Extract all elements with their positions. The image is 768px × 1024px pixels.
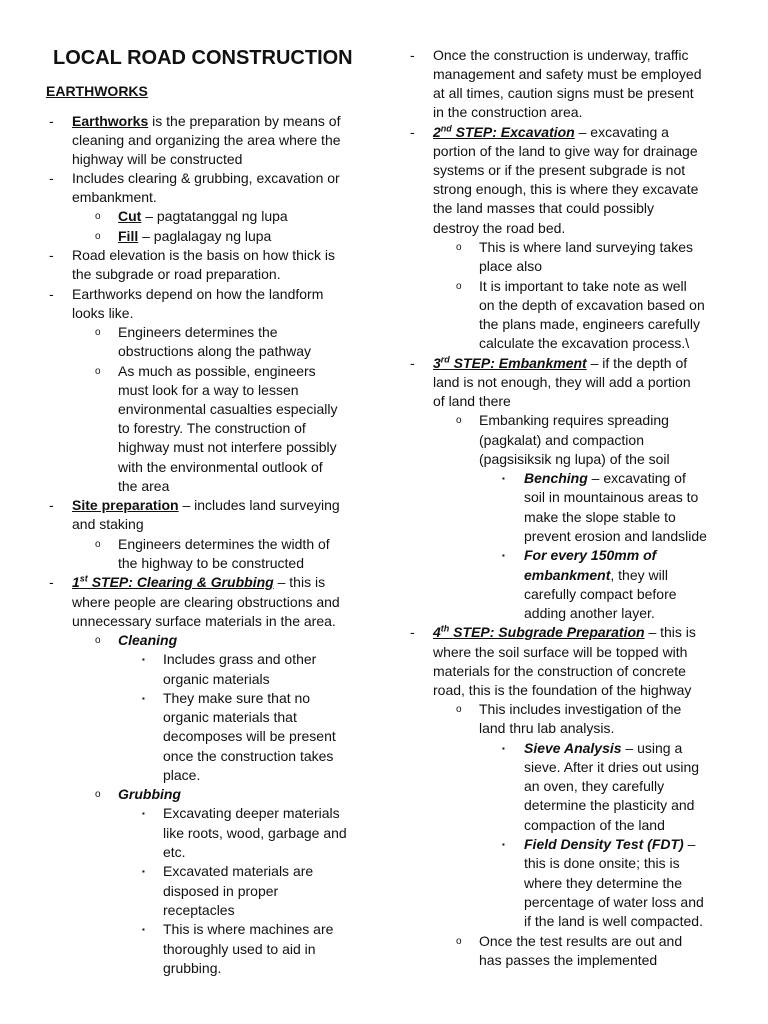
text-line: the area [118,478,170,494]
site-preparation-definition: Site preparation – includes land surveying [72,497,340,513]
text-line: Excavating deeper materials [163,805,340,821]
text-line: place. [163,767,201,783]
text-line: calculate the excavation process.\ [479,335,690,351]
dash-bullet-icon: - [49,286,54,302]
circle-bullet-icon: o [456,281,462,292]
text-line: in the construction area. [433,104,583,120]
text-line: highway will be constructed [72,151,243,167]
text-line: the highway to be constructed [118,555,305,571]
circle-bullet-icon: o [456,704,462,715]
text-line: organic materials [163,671,270,687]
text-line: determine the plasticity and [524,797,695,813]
text-line: on the depth of excavation based on [479,297,705,313]
text-line: Once the test results are out and [479,933,683,949]
text-line: prevent erosion and landslide [524,528,707,544]
dash-bullet-icon: - [410,124,415,140]
text-line: the subgrade or road preparation. [72,266,281,282]
square-bullet-icon: ▪ [142,867,145,876]
text-line: to forestry. The construction of [118,420,306,436]
dash-bullet-icon: - [49,170,54,186]
field-density-test-definition: Field Density Test (FDT) – [524,836,696,852]
text-line: Excavated materials are [163,863,314,879]
dash-bullet-icon: - [410,624,415,640]
text-line: where the soil surface will be topped with [433,644,688,660]
step-1-heading: 1st STEP: Clearing & Grubbing – this is [72,573,326,590]
square-bullet-icon: ▪ [502,840,505,849]
text-line: an oven, they carefully [524,778,665,794]
square-bullet-icon: ▪ [142,694,145,703]
text-line: This is where land surveying takes [479,239,693,255]
cut-definition: Cut – pagtatanggal ng lupa [118,208,288,224]
text-line: systems or if the present subgrade is not [433,162,686,178]
square-bullet-icon: ▪ [142,809,145,818]
text-line: with the environmental outlook of [118,459,323,475]
dash-bullet-icon: - [49,247,54,263]
text-line: Embanking requires spreading [479,412,669,428]
dash-bullet-icon: - [49,113,54,129]
earthworks-definition: Earthworks is the preparation by means of [72,113,341,129]
circle-bullet-icon: o [456,415,462,426]
text-line: the plans made, engineers carefully [479,316,701,332]
text-line: Engineers determines the [118,324,278,340]
text-line: the land masses that could possibly [433,200,655,216]
text-line: carefully compact before [524,586,677,602]
step-4-heading: 4th STEP: Subgrade Preparation – this is [433,623,696,640]
text-line: and staking [72,516,144,532]
text-line: environmental casualties especially [118,401,338,417]
text-line: Includes grass and other [163,651,317,667]
text-line: soil in mountainous areas to [524,489,699,505]
circle-bullet-icon: o [95,635,101,646]
text-line: land is not enough, they will add a portion [433,374,691,390]
text-line: percentage of water loss and [524,894,704,910]
text-line: (pagkalat) and compaction [479,432,644,448]
text-line: highway must not interfere possibly [118,439,337,455]
dash-bullet-icon: - [49,497,54,513]
text-line: cleaning and organizing the area where the [72,132,341,148]
step-3-heading: 3rd STEP: Embankment – if the depth of [433,354,688,371]
text-line: thoroughly used to aid in [163,941,316,957]
embankment-note: embankment, they will [524,567,668,583]
text-line: portion of the land to give way for drainage [433,143,698,159]
text-line: management and safety must be employed [433,66,702,82]
text-line: disposed in proper [163,883,279,899]
text-line: Earthworks depend on how the landform [72,286,324,302]
text-line: land thru lab analysis. [479,720,615,736]
text-line: this is done onsite; this is [524,855,680,871]
text-line: Once the construction is underway, traffic [433,47,689,63]
circle-bullet-icon: o [95,211,101,222]
text-line: compaction of the land [524,817,665,833]
text-line: where people are clearing obstructions and [72,594,340,610]
text-line: decomposes will be present [163,728,336,744]
text-line: etc. [163,844,186,860]
text-line: embankment. [72,189,157,205]
text-line: must look for a way to lessen [118,382,299,398]
square-bullet-icon: ▪ [502,744,505,753]
square-bullet-icon: ▪ [142,925,145,934]
text-line: Includes clearing & grubbing, excavation or [72,170,340,186]
text-line: at all times, caution signs must be present [433,85,694,101]
circle-bullet-icon: o [95,231,101,242]
circle-bullet-icon: o [95,789,101,800]
text-line: of land there [433,393,511,409]
text-line: grubbing. [163,960,222,976]
text-line: This is where machines are [163,921,334,937]
dash-bullet-icon: - [49,574,54,590]
text-line: looks like. [72,305,134,321]
text-line: materials for the construction of concrete [433,663,686,679]
dash-bullet-icon: - [410,355,415,371]
text-line: Road elevation is the basis on how thick is [72,247,336,263]
text-line: once the construction takes [163,748,334,764]
text-line: destroy the road bed. [433,220,566,236]
step-2-heading: 2nd STEP: Excavation – excavating a [433,123,669,140]
cleaning-subheading: Cleaning [118,632,178,648]
text-line: Engineers determines the width of [118,536,330,552]
text-line: receptacles [163,902,235,918]
text-line: road, this is the foundation of the highway [433,682,692,698]
sieve-analysis-definition: Sieve Analysis – using a [524,740,683,756]
text-line: where they determine the [524,875,682,891]
circle-bullet-icon: o [456,936,462,947]
square-bullet-icon: ▪ [502,474,505,483]
square-bullet-icon: ▪ [142,655,145,664]
circle-bullet-icon: o [95,327,101,338]
text-line: For every 150mm of [524,547,657,563]
text-line: adding another layer. [524,605,655,621]
dash-bullet-icon: - [410,47,415,63]
circle-bullet-icon: o [95,366,101,377]
text-line: obstructions along the pathway [118,343,312,359]
text-line: As much as possible, engineers [118,363,316,379]
fill-definition: Fill – paglalagay ng lupa [118,228,272,244]
text-line: This includes investigation of the [479,701,682,717]
section-heading: EARTHWORKS [46,83,148,99]
text-line: strong enough, this is where they excavate [433,181,699,197]
text-line: if the land is well compacted. [524,913,703,929]
text-line: has passes the implemented [479,952,658,968]
text-line: unnecessary surface materials in the area. [72,613,336,629]
text-line: make the slope stable to [524,509,676,525]
text-line: It is important to take note as well [479,278,687,294]
grubbing-subheading: Grubbing [118,786,181,802]
benching-definition: Benching – excavating of [524,470,686,486]
text-line: (pagsisiksik ng lupa) of the soil [479,451,670,467]
square-bullet-icon: ▪ [502,551,505,560]
text-line: They make sure that no [163,690,311,706]
text-line: like roots, wood, garbage and [163,825,347,841]
document-title: LOCAL ROAD CONSTRUCTION [53,47,353,69]
text-line: organic materials that [163,709,297,725]
circle-bullet-icon: o [95,539,101,550]
text-line: place also [479,258,543,274]
circle-bullet-icon: o [456,242,462,253]
text-line: sieve. After it dries out using [524,759,700,775]
